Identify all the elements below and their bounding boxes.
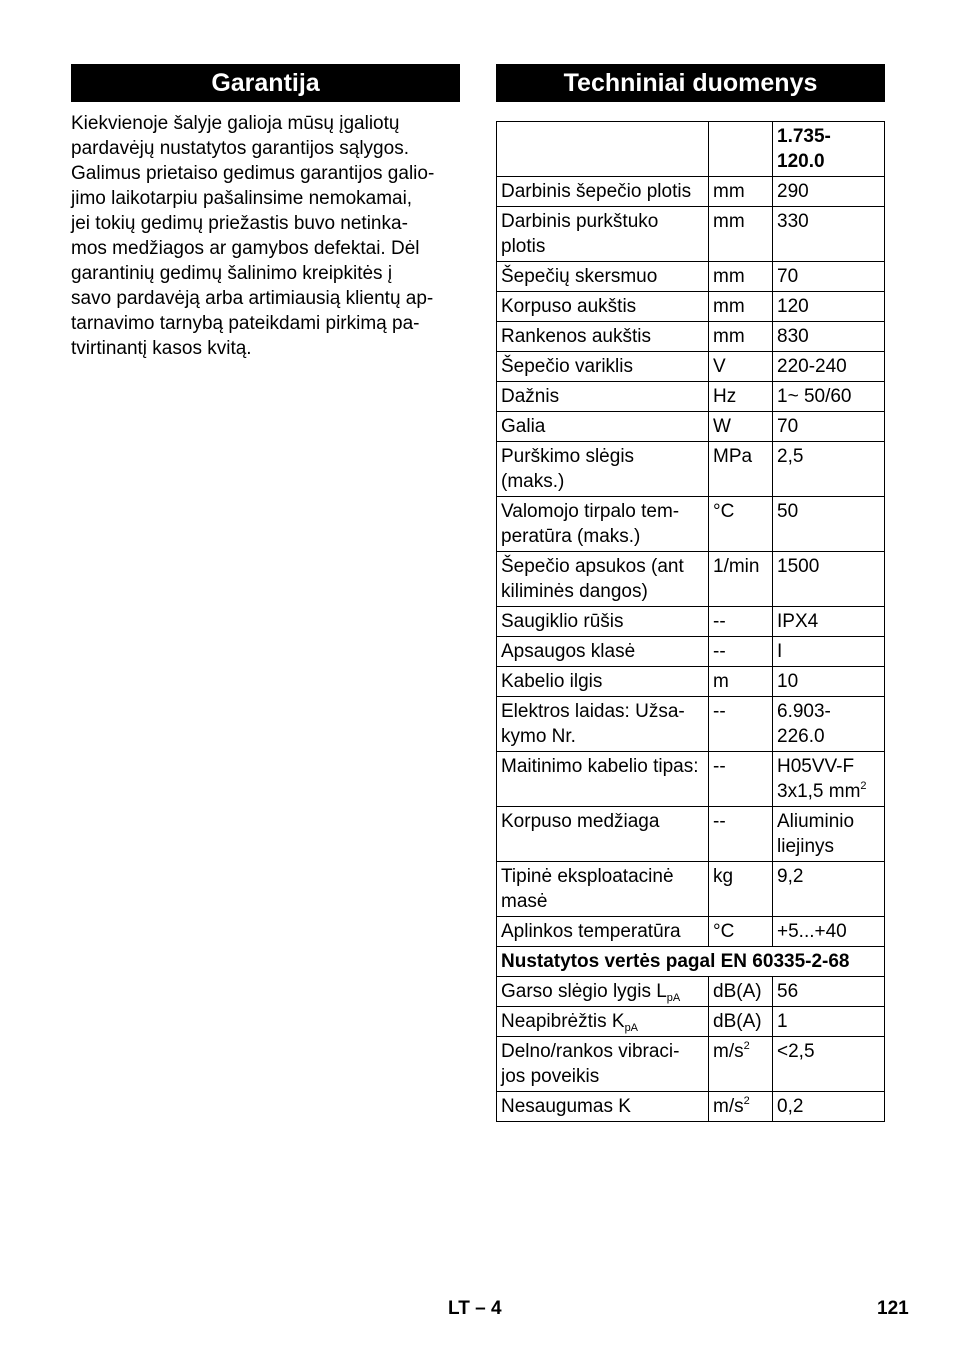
subscript: pA (624, 1022, 639, 1034)
table-row (497, 637, 885, 667)
footer-language: LT (448, 1298, 470, 1319)
header-empty-cell (709, 122, 773, 177)
unit-cell (709, 1037, 773, 1092)
table-row (497, 807, 885, 862)
param-cell: Maitinimo kabelio tipas: (497, 752, 709, 807)
value-cell: 0,2 (773, 1092, 885, 1122)
param-cell: Galia (497, 412, 709, 442)
garantija-heading: Garantija (71, 64, 460, 102)
table-row (497, 607, 885, 637)
unit-cell: dB(A) (709, 977, 773, 1007)
table-row (497, 667, 885, 697)
table-row (497, 177, 885, 207)
param-cell (497, 862, 709, 917)
param-cell (497, 497, 709, 552)
param-cell (497, 697, 709, 752)
subscript: pA (666, 992, 681, 1004)
value-line (777, 779, 880, 804)
value-line: 226.0 (777, 726, 825, 747)
param-line: kymo Nr. (501, 726, 576, 747)
param-line: Valomojo tirpalo tem- (501, 501, 680, 522)
unit-text: m/s (713, 1041, 744, 1062)
table-row (497, 697, 885, 752)
value-line: H05VV-F (777, 756, 855, 777)
param-cell: Šepečių skersmuo (497, 262, 709, 292)
value-cell: 1500 (773, 552, 885, 607)
value-cell: 56 (773, 977, 885, 1007)
unit-cell: MPa (709, 442, 773, 497)
value-line: 6.903- (777, 701, 831, 722)
superscript: 2 (743, 1040, 750, 1052)
unit-cell: Hz (709, 382, 773, 412)
value-line: Aliuminio (777, 811, 855, 832)
param-line: Darbinis purkštuko (501, 211, 659, 232)
value-cell (773, 752, 885, 807)
table-row (497, 262, 885, 292)
table-row (497, 917, 885, 947)
value-line: liejinys (777, 836, 835, 857)
superscript: 2 (743, 1095, 750, 1107)
norm-header-row (497, 947, 885, 977)
spec-table (496, 121, 885, 1122)
unit-cell: W (709, 412, 773, 442)
param-cell (497, 442, 709, 497)
norm-header-cell: Nustatytos vertės pagal EN 60335-2-68 (497, 947, 885, 977)
unit-cell: mm (709, 177, 773, 207)
value-cell: 1 (773, 1007, 885, 1037)
model-line: 120.0 (777, 151, 825, 172)
value-cell: 220-240 (773, 352, 885, 382)
param-cell: Saugiklio rūšis (497, 607, 709, 637)
techniniai-heading: Techniniai duomenys (496, 64, 885, 102)
value-cell (773, 697, 885, 752)
table-row (497, 752, 885, 807)
param-line: Delno/rankos vibraci- (501, 1041, 680, 1062)
value-cell: IPX4 (773, 607, 885, 637)
table-header-row (497, 122, 885, 177)
unit-cell: -- (709, 807, 773, 862)
unit-text: m/s (713, 1096, 744, 1117)
value-cell: 70 (773, 262, 885, 292)
param-line: masė (501, 891, 548, 912)
param-cell: Aplinkos temperatūra (497, 917, 709, 947)
param-line: plotis (501, 236, 546, 257)
value-cell: I (773, 637, 885, 667)
garantija-line: pardavėjų nustatytos garantijos sąlygos. (71, 138, 409, 159)
param-line: Purškimo slėgis (501, 446, 635, 467)
table-row (497, 552, 885, 607)
param-cell (497, 552, 709, 607)
unit-cell: mm (709, 207, 773, 262)
header-empty-cell (497, 122, 709, 177)
param-cell: Dažnis (497, 382, 709, 412)
garantija-line: jei tokių gedimų priežastis buvo netinka- (71, 213, 408, 234)
table-row (497, 412, 885, 442)
unit-cell: m (709, 667, 773, 697)
unit-cell: mm (709, 322, 773, 352)
garantija-line: tarnavimo tarnybą pateikdami pirkimą pa- (71, 313, 420, 334)
unit-cell: 1/min (709, 552, 773, 607)
param-cell: Rankenos aukštis (497, 322, 709, 352)
garantija-line: savo pardavėją arba artimiausią klientų ap- (71, 288, 434, 309)
model-line: 1.735- (777, 126, 831, 147)
garantija-line: mos medžiagos ar gamybos defektai. Dėl (71, 238, 420, 259)
footer-language-section (448, 1298, 502, 1320)
param-cell: Darbinis šepečio plotis (497, 177, 709, 207)
table-row (497, 1037, 885, 1092)
garantija-line: tvirtinantį kasos kvitą. (71, 338, 252, 359)
value-cell: <2,5 (773, 1037, 885, 1092)
param-cell: Apsaugos klasė (497, 637, 709, 667)
unit-cell: -- (709, 607, 773, 637)
param-cell: Nesaugumas K (497, 1092, 709, 1122)
unit-cell: dB(A) (709, 1007, 773, 1037)
param-cell (497, 1007, 709, 1037)
value-cell: 50 (773, 497, 885, 552)
table-row (497, 977, 885, 1007)
value-cell: 70 (773, 412, 885, 442)
unit-cell: °C (709, 917, 773, 947)
value-cell: 1~ 50/60 (773, 382, 885, 412)
param-cell (497, 977, 709, 1007)
unit-cell: -- (709, 752, 773, 807)
unit-cell: V (709, 352, 773, 382)
param-cell: Šepečio variklis (497, 352, 709, 382)
unit-cell: mm (709, 262, 773, 292)
value-cell (773, 807, 885, 862)
value-text: 3x1,5 mm (777, 781, 861, 802)
value-cell: 2,5 (773, 442, 885, 497)
unit-cell: °C (709, 497, 773, 552)
param-line: Šepečio apsukos (ant (501, 556, 684, 577)
param-cell (497, 207, 709, 262)
value-cell: 290 (773, 177, 885, 207)
value-cell: 9,2 (773, 862, 885, 917)
table-row (497, 497, 885, 552)
garantija-line: Galimus prietaiso gedimus garantijos galio- (71, 163, 435, 184)
param-cell: Korpuso medžiaga (497, 807, 709, 862)
table-row (497, 862, 885, 917)
table-row (497, 442, 885, 497)
table-row (497, 1092, 885, 1122)
garantija-line: garantinių gedimų šalinimo kreipkitės į (71, 263, 393, 284)
model-number-cell (773, 122, 885, 177)
unit-cell: mm (709, 292, 773, 322)
param-cell: Kabelio ilgis (497, 667, 709, 697)
superscript: 2 (860, 780, 867, 792)
value-cell: 830 (773, 322, 885, 352)
table-row (497, 207, 885, 262)
unit-cell (709, 1092, 773, 1122)
value-cell: 10 (773, 667, 885, 697)
param-line: (maks.) (501, 471, 565, 492)
page-number: 121 (877, 1298, 909, 1319)
param-text: Neapibrėžtis K (501, 1011, 625, 1032)
footer-section: – 4 (475, 1298, 502, 1319)
param-line: kiliminės dangos) (501, 581, 648, 602)
table-row (497, 382, 885, 412)
param-line: Tipinė eksploatacinė (501, 866, 674, 887)
param-cell: Korpuso aukštis (497, 292, 709, 322)
unit-cell: -- (709, 637, 773, 667)
table-row (497, 322, 885, 352)
param-line: jos poveikis (501, 1066, 600, 1087)
param-cell (497, 1037, 709, 1092)
table-row (497, 352, 885, 382)
value-cell: 120 (773, 292, 885, 322)
garantija-paragraph (71, 111, 463, 361)
param-line: peratūra (maks.) (501, 526, 641, 547)
value-cell: 330 (773, 207, 885, 262)
param-line: Elektros laidas: Užsa- (501, 701, 685, 722)
param-text: Garso slėgio lygis L (501, 981, 667, 1002)
table-row (497, 292, 885, 322)
table-row (497, 1007, 885, 1037)
unit-cell: -- (709, 697, 773, 752)
garantija-line: jimo laikotarpiu pašalinsime nemokamai, (71, 188, 413, 209)
unit-cell: kg (709, 862, 773, 917)
value-cell: +5...+40 (773, 917, 885, 947)
garantija-line: Kiekvienoje šalyje galioja mūsų įgaliotų (71, 113, 400, 134)
